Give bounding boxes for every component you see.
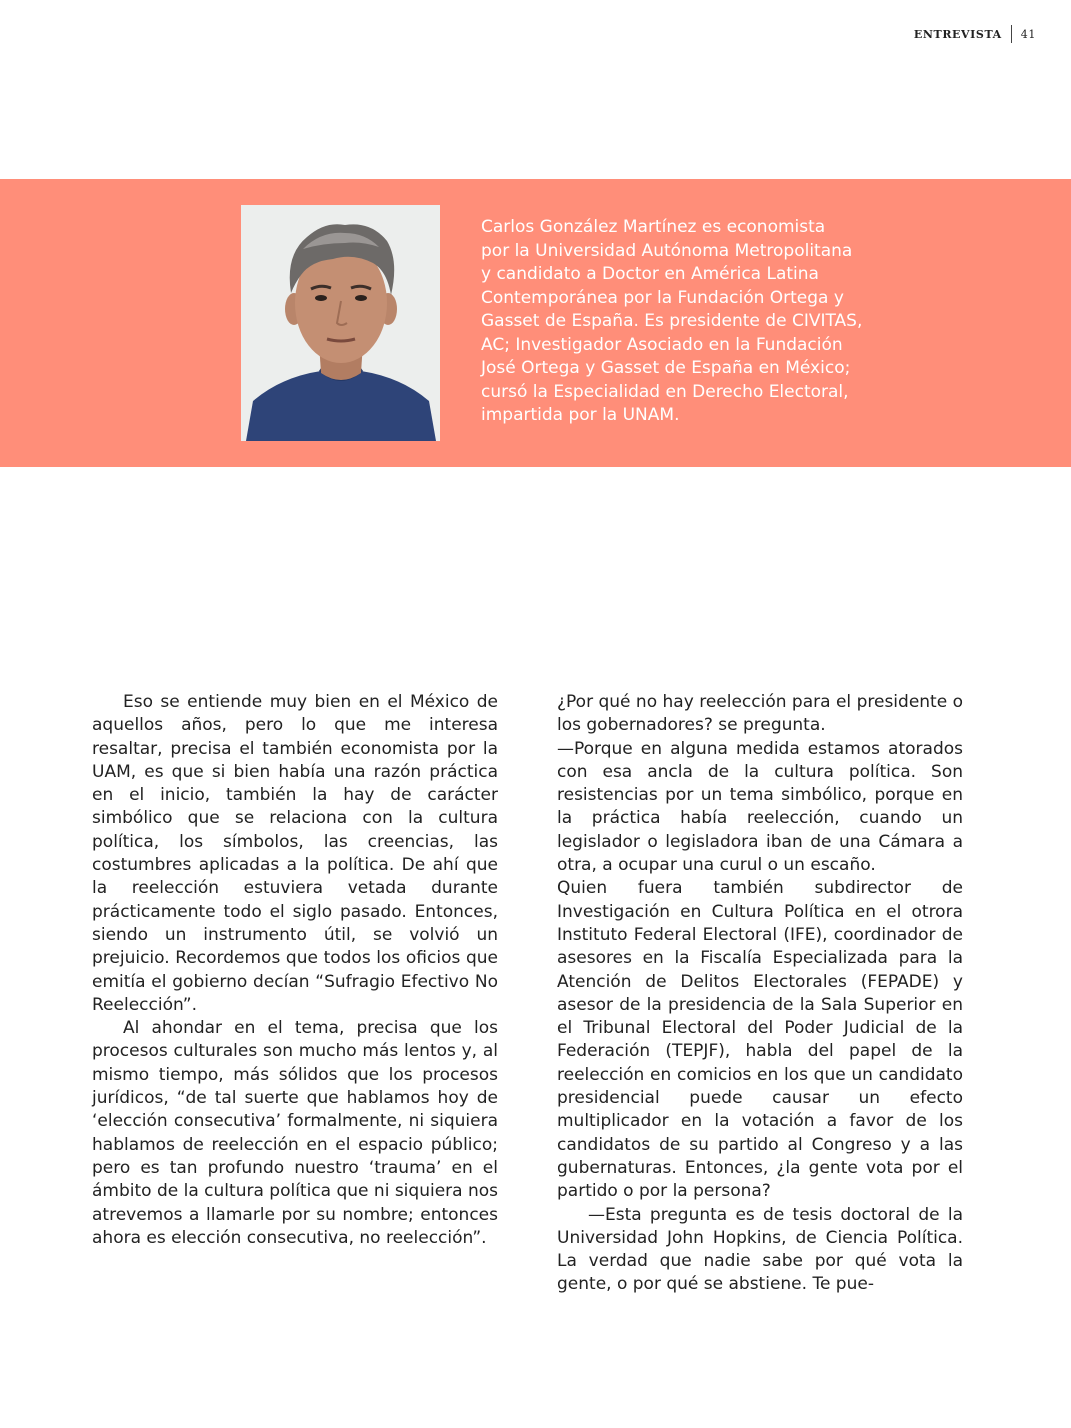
paragraph: Quien fuera también subdirector de Investigación en Cultura Política en el otrora Instituto Federal Electoral (IFE), coordinador de asesores en la Fiscalía Especializada para la Atención de Delitos Electorales (FEPADE) y asesor de la presidencia de la Sala Superior en el Tribunal Electoral del Poder Judicial de la Federación (TEPJF), habla del papel de la reelección en comicios en los que un candidato presidencial puede causar un efecto multiplicador en la votación a favor de los candidatos de su partido al Congreso y a las gubernaturas. Entonces, ¿la gente vota por el partido o por la persona? xyxy=(557,878,963,1202)
article-column-right xyxy=(557,691,963,1297)
paragraph: Al ahondar en el tema, precisa que los procesos culturales son mucho más lentos y, al mismo tiempo, más sólidos que los procesos jurídicos, “de tal suerte que hablamos hoy de ‘elección consecutiva’ formalmente, ni siquiera hablamos de reelección en el espacio público; pero es tan profundo nuestro ‘trauma’ en el ámbito de la cultura política que ni siquiera nos atrevemos a llamarle por su nombre; entonces ahora es elección consecutiva, no reelección”. xyxy=(92,1018,498,1248)
article-column-left xyxy=(92,691,498,1250)
running-header xyxy=(914,25,1036,43)
header-divider xyxy=(1011,25,1012,43)
paragraph: ¿Por qué no hay reelección para el presidente o los gobernadores? se pregunta. xyxy=(557,692,963,736)
portrait-illustration xyxy=(241,205,440,441)
paragraph: —Esta pregunta es de tesis doctoral de la Universidad John Hopkins, de Ciencia Política. La verdad que nadie sabe por qué vota la gente, o por qué se abstiene. Te pue- xyxy=(557,1204,963,1295)
paragraph: Eso se entiende muy bien en el México de aquellos años, pero lo que me interesa resaltar, precisa el también economista por la UAM, es que si bien había una razón práctica en el inicio, también la hay de carácter simbólico que se relaciona con la cultura política, los símbolos, las creencias, las costumbres aplicadas a la política. De ahí que la reelección estuviera vetada durante prácticamente todo el siglo pasado. Entonces, siendo un instrumento útil, se volvió un prejuicio. Recordemos que todos los oficios que emitía el gobierno decían “Sufragio Efectivo No Reelección”. xyxy=(92,692,498,1015)
bio-text: Carlos González Martínez es economista por la Universidad Autónoma Metropolitana y candidato a Doctor en América Latina Contemporánea por la Fundación Ortega y Gasset de España. Es presidente de CIVITAS, AC; Investigador Asociado en la Fundación José Ortega y Gasset de España en México; cursó la Especialidad en Derecho Electoral, impartida por la UNAM. xyxy=(481,217,863,425)
bio-band xyxy=(0,179,1071,467)
section-title: ENTREVISTA xyxy=(913,27,1002,41)
portrait-photo xyxy=(241,205,440,441)
page-number: 41 xyxy=(1020,27,1036,41)
paragraph: —Porque en alguna medida estamos atorados con esa ancla de la cultura política. Son resistencias por un tema simbólico, porque en la práctica había reelección, cuando un legislador o legisladora iban de una Cámara a otra, a ocupar una curul o un escaño. xyxy=(557,738,963,876)
